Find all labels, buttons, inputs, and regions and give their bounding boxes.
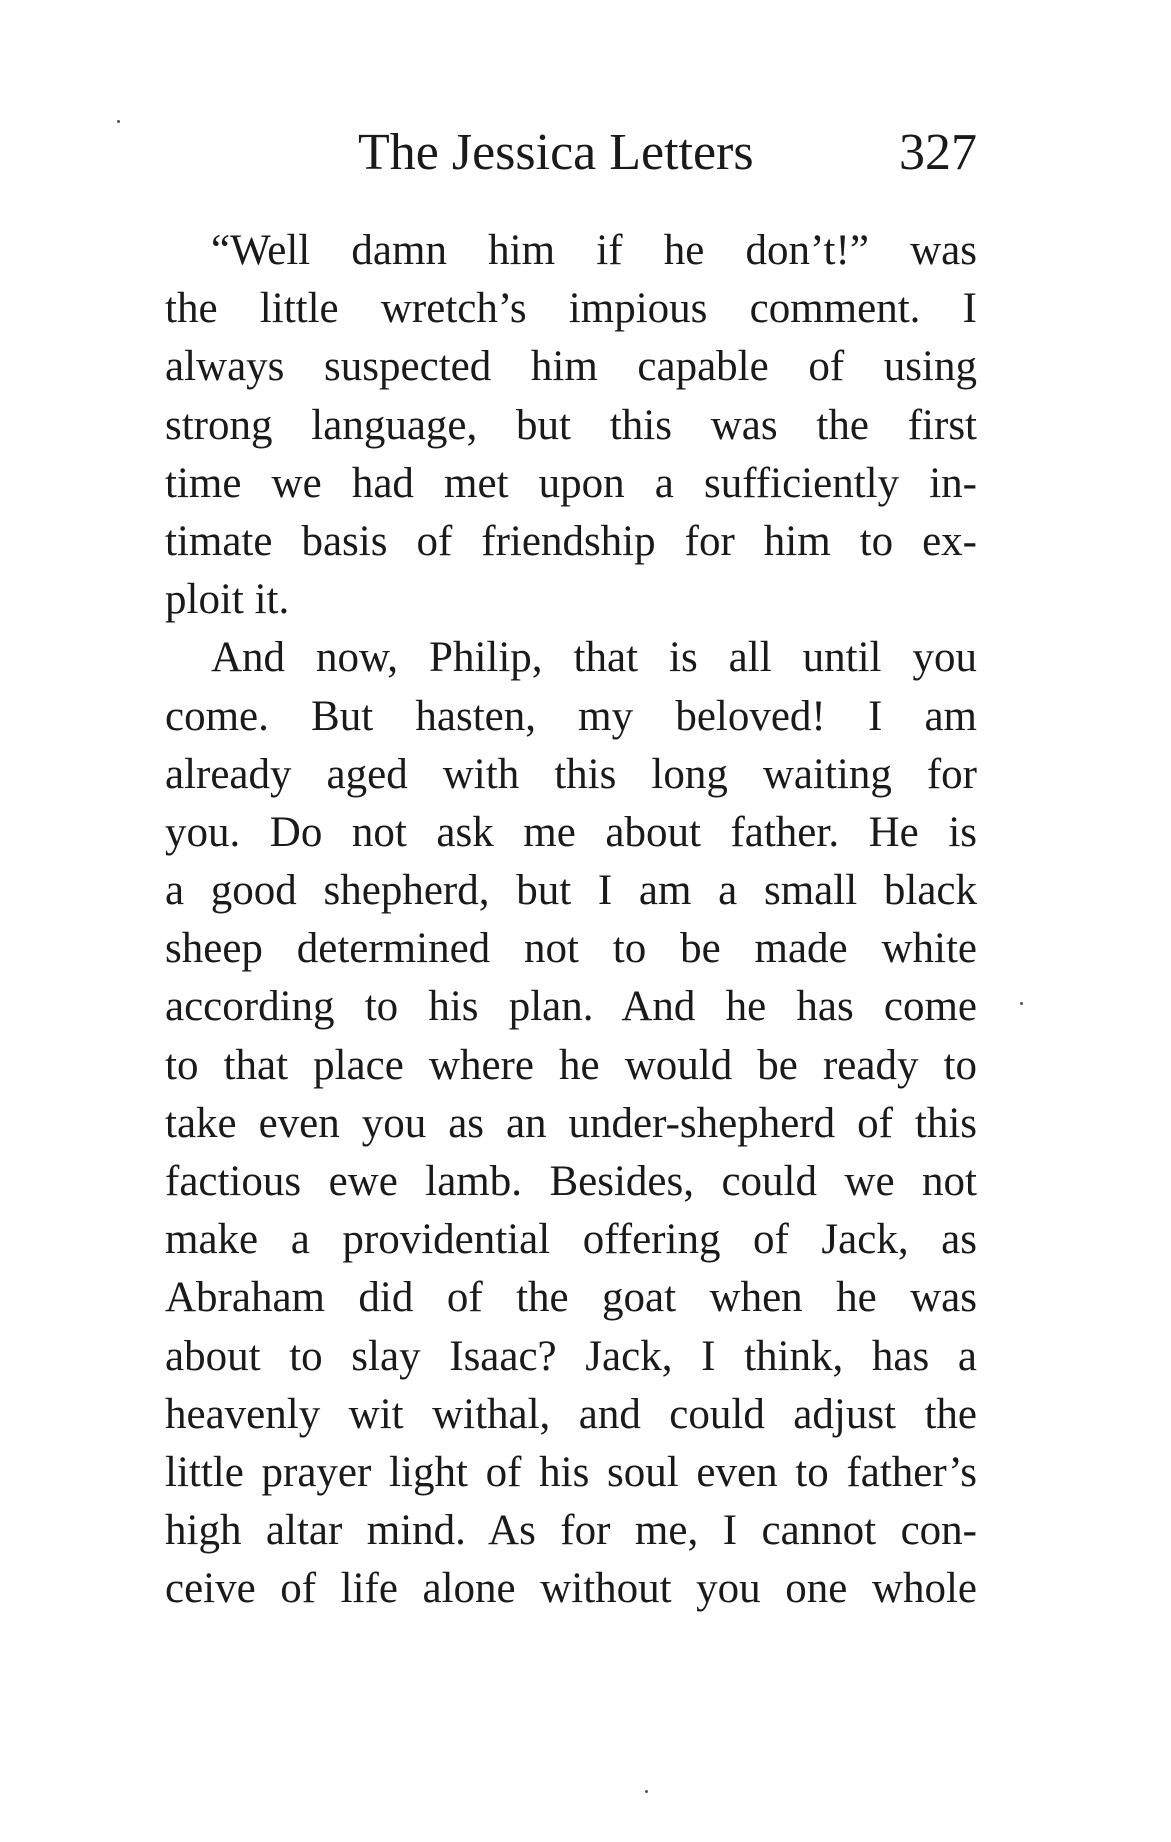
- text-line: high altar mind. As for me, I cannot con-: [165, 1507, 977, 1555]
- scan-speck: [117, 120, 120, 123]
- text-line: time we had met upon a sufficiently in-: [165, 459, 977, 507]
- text-line: little prayer light of his soul even to father’s: [165, 1448, 977, 1496]
- text-line: ceive of life alone without you one whole: [165, 1565, 977, 1613]
- text-line: And now, Philip, that is all until you: [211, 634, 977, 682]
- text-line: ploit it.: [165, 576, 290, 624]
- text-line: make a providential offering of Jack, as: [165, 1216, 977, 1264]
- text-line: sheep determined not to be made white: [165, 925, 977, 973]
- scan-speck: [1020, 1002, 1023, 1005]
- running-head: [165, 118, 977, 188]
- text-line: strong language, but this was the first: [165, 401, 977, 449]
- text-line: Abraham did of the goat when he was: [165, 1274, 977, 1322]
- scan-speck: [645, 1790, 648, 1793]
- text-line: already aged with this long waiting for: [165, 750, 977, 798]
- text-line: heavenly wit withal, and could adjust the: [165, 1390, 977, 1438]
- text-line: a good shepherd, but I am a small black: [165, 867, 977, 915]
- text-line: timate basis of friendship for him to ex-: [165, 517, 977, 565]
- text-line: the little wretch’s impious comment. I: [165, 285, 977, 333]
- text-line: always suspected him capable of using: [165, 343, 977, 391]
- text-line: take even you as an under-shepherd of this: [165, 1099, 977, 1147]
- body-text: [165, 222, 977, 1619]
- text-line: come. But hasten, my beloved! I am: [165, 692, 977, 740]
- page-number: 327: [899, 124, 977, 181]
- running-title: The Jessica Letters: [358, 124, 754, 181]
- text-line: about to slay Isaac? Jack, I think, has a: [165, 1332, 977, 1380]
- text-line: according to his plan. And he has come: [165, 983, 977, 1031]
- text-line: you. Do not ask me about father. He is: [165, 808, 977, 856]
- text-line: factious ewe lamb. Besides, could we not: [165, 1158, 977, 1205]
- text-line: to that place where he would be ready to: [165, 1041, 977, 1089]
- text-line: “Well damn him if he don’t!” was: [211, 227, 977, 274]
